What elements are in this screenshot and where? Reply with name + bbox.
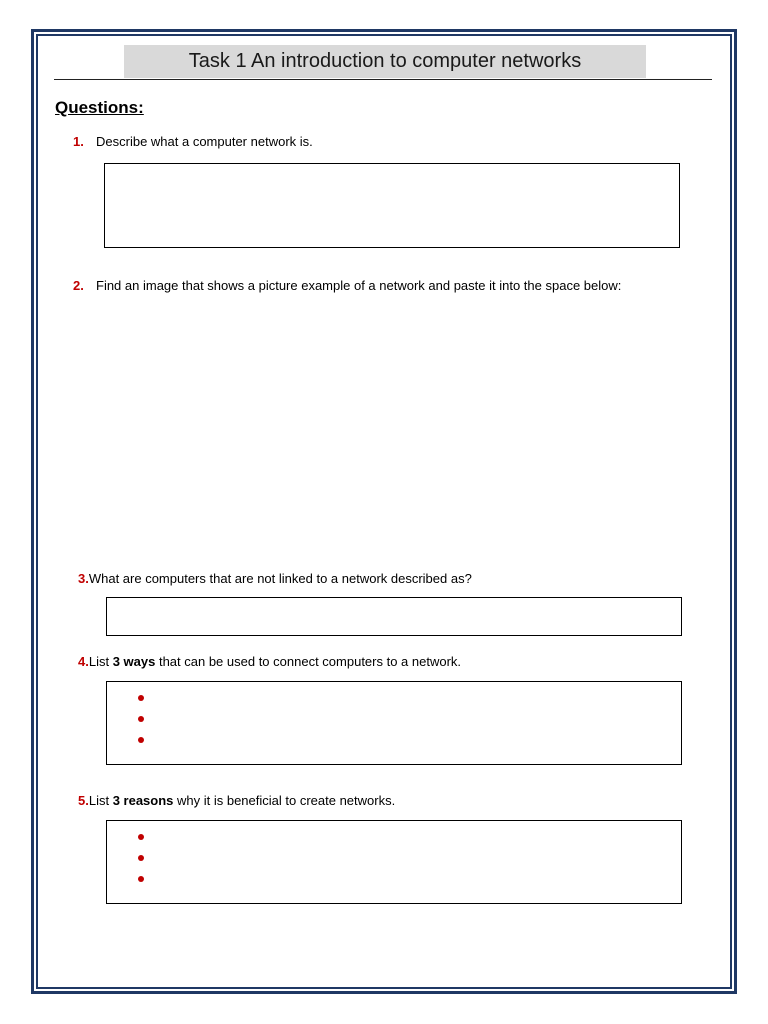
list-item[interactable] (138, 847, 144, 868)
question-text-before: List (88, 793, 113, 808)
question-text-emphasis: 3 ways (112, 654, 156, 669)
bullet-dot-icon (138, 855, 144, 861)
question-text-after: that can be used to connect computers to a network. (155, 654, 462, 669)
question-2 (73, 278, 621, 293)
bullet-list (138, 687, 144, 750)
list-item[interactable] (138, 687, 144, 708)
bullet-dot-icon (138, 876, 144, 882)
bullet-dot-icon (138, 737, 144, 743)
question-3 (78, 571, 472, 586)
question-number: 4. (78, 654, 89, 669)
question-number: 5. (78, 793, 89, 808)
question-text: Find an image that shows a picture example of a network and paste it into the space below: (96, 278, 622, 293)
question-text: Describe what a computer network is. (96, 134, 313, 149)
list-item[interactable] (138, 868, 144, 889)
questions-heading: Questions: (55, 98, 144, 117)
list-item[interactable] (138, 708, 144, 729)
question-text: What are computers that are not linked to a network described as? (88, 571, 472, 586)
question-number: 3. (78, 571, 89, 586)
bullet-list (138, 826, 144, 889)
answer-box-4[interactable] (106, 681, 682, 765)
question-5 (78, 793, 395, 808)
question-text-emphasis: 3 reasons (112, 793, 174, 808)
bullet-dot-icon (138, 834, 144, 840)
answer-box-5[interactable] (106, 820, 682, 904)
page-title: Task 1 An introduction to computer networks (124, 45, 646, 78)
image-paste-area[interactable] (96, 305, 681, 555)
answer-box-1[interactable] (104, 163, 680, 248)
question-1 (73, 134, 313, 149)
question-text-before: List (88, 654, 113, 669)
title-divider (54, 79, 712, 80)
question-number: 2. (73, 278, 84, 293)
question-number: 1. (73, 134, 84, 149)
answer-box-3[interactable] (106, 597, 682, 636)
question-text-after: why it is beneficial to create networks. (173, 793, 396, 808)
bullet-dot-icon (138, 695, 144, 701)
bullet-dot-icon (138, 716, 144, 722)
list-item[interactable] (138, 729, 144, 750)
question-4 (78, 654, 461, 669)
list-item[interactable] (138, 826, 144, 847)
